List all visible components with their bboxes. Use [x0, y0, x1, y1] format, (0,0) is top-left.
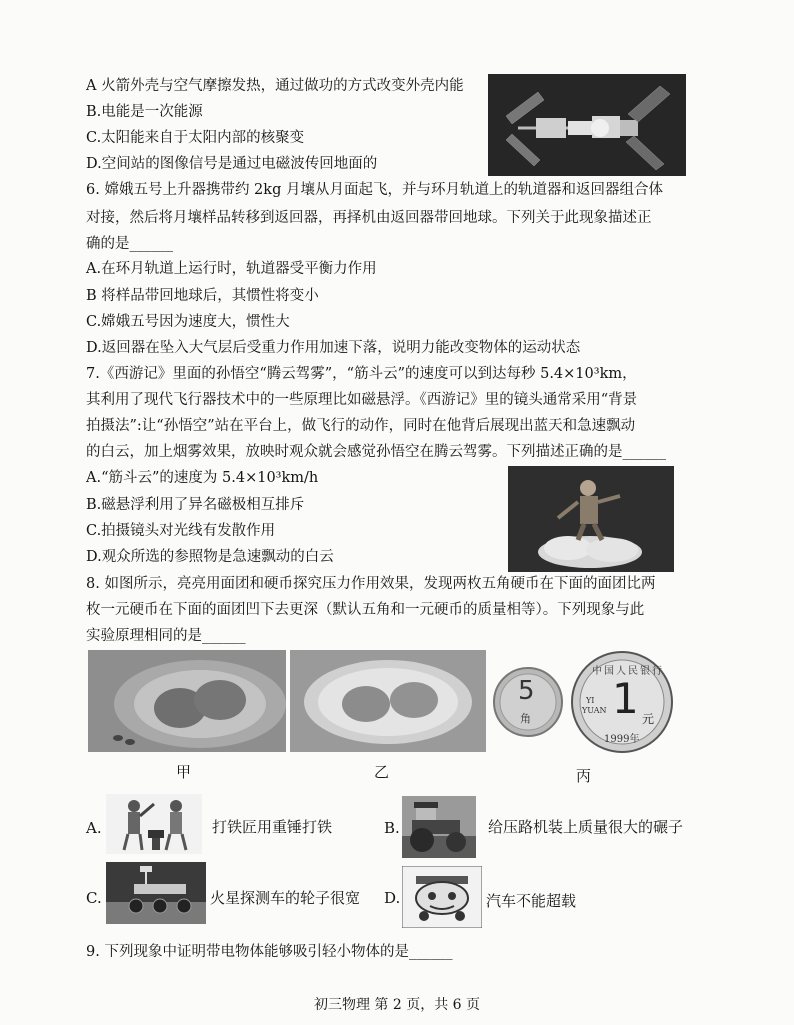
dough-photo-jia [88, 650, 286, 752]
coin-one-unit: 元 [642, 712, 655, 726]
coin-one-pinyin-2: YUAN [582, 706, 607, 715]
q8-stem-line-2: 枚一元硬币在下面的面团凹下去更深（默认五角和一元硬币的质量相等）。下列现象与此 [86, 602, 645, 618]
mars-rover-photo [106, 862, 206, 924]
q7-option-a: A.“筋斗云”的速度为 5.4×10³km/h [86, 470, 319, 486]
q8-option-a-text: 打铁匠用重锤打铁 [212, 818, 333, 836]
coin-one-pinyin-1: YI [586, 696, 595, 705]
q6-option-a: A.在环月轨道上运行时，轨道器受平衡力作用 [86, 261, 377, 277]
q7-stem-line-1: 7.《西游记》里面的孙悟空“腾云驾雾”，“筋斗云”的速度可以到达每秒 5.4×10³km， [86, 366, 637, 382]
coin-five-jiao [490, 660, 566, 744]
q6-stem-line-1: 6. 嫦娥五号上升器携带约 2kg 月壤从月面起飞，并与环月轨道上的轨道器和返回器组合体 [86, 182, 663, 198]
q8-option-b-letter: B. [384, 819, 400, 837]
coin-one-digit: 1 [612, 674, 639, 723]
q9-stem: 9. 下列现象中证明带电物体能够吸引轻小物体的是______ [86, 944, 453, 960]
q7-option-d: D.观众所选的参照物是急速飘动的白云 [86, 549, 334, 565]
q7-option-b: B.磁悬浮利用了异名磁极相互排斥 [86, 497, 305, 513]
coin-five-digit: 5 [518, 676, 535, 706]
q8-option-d-text: 汽车不能超载 [486, 892, 577, 910]
q7-stem-line-4: 的白云，加上烟雾效果，放映时观众就会感觉孙悟空在腾云驾雾。下列描述正确的是______ [86, 444, 666, 460]
q8-option-a-letter: A. [86, 819, 102, 837]
monkey-king-cloud-photo [508, 466, 674, 572]
coin-one-year: 1999年 [604, 734, 640, 745]
blacksmith-picture [106, 794, 202, 854]
q8-option-d-letter: D. [384, 889, 401, 907]
caption-bing: 丙 [576, 767, 592, 785]
q8-option-c-letter: C. [86, 889, 102, 907]
coin-one-yuan [570, 650, 674, 754]
q8-option-c-text: 火星探测车的轮子很宽 [210, 889, 361, 907]
caption-jia: 甲 [176, 763, 192, 781]
space-station-photo [488, 74, 686, 176]
road-roller-photo [402, 796, 476, 858]
q5-option-b: B.电能是一次能源 [86, 104, 203, 120]
q7-option-c: C.拍摄镜头对光线有发散作用 [86, 523, 276, 539]
q6-stem-line-2: 对接，然后将月壤样品转移到返回器，再择机由返回器带回地球。下列关于此现象描述正 [86, 210, 652, 226]
coin-one-rim-text: 中国人民银行 [592, 666, 664, 677]
q6-option-d: D.返回器在坠入大气层后受重力作用加速下落，说明力能改变物体的运动状态 [86, 340, 581, 356]
q5-option-a: A 火箭外壳与空气摩擦发热，通过做功的方式改变外壳内能 [86, 78, 464, 94]
q8-stem-line-1: 8. 如图所示，亮亮用面团和硬币探究压力作用效果，发现两枚五角硬币在下面的面团比两 [86, 576, 656, 592]
q8-stem-line-3: 实验原理相同的是______ [86, 628, 246, 644]
q5-option-c: C.太阳能来自于太阳内部的核聚变 [86, 130, 305, 146]
q5-option-d: D.空间站的图像信号是通过电磁波传回地面的 [86, 156, 378, 172]
coin-five-unit: 角 [520, 712, 531, 725]
q7-stem-line-2: 其利用了现代飞行器技术中的一些原理比如磁悬浮。《西游记》里的镜头通常采用“背景 [86, 392, 638, 408]
q6-stem-line-3: 确的是______ [86, 236, 173, 252]
page-footer: 初三物理 第 2 页，共 6 页 [313, 997, 481, 1013]
q8-option-b-text: 给压路机装上质量很大的碾子 [488, 818, 684, 836]
dough-photo-yi [290, 650, 486, 752]
q6-option-b: B 将样品带回地球后，其惯性将变小 [86, 288, 319, 304]
q7-stem-line-3: 拍摄法”:让“孙悟空”站在平台上，做飞行的动作，同时在他背后展现出蓝天和急速飘动 [86, 418, 636, 434]
caption-yi: 乙 [374, 763, 390, 781]
q6-option-c: C.嫦娥五号因为速度大，惯性大 [86, 314, 290, 330]
overloaded-truck-cartoon [402, 866, 482, 928]
